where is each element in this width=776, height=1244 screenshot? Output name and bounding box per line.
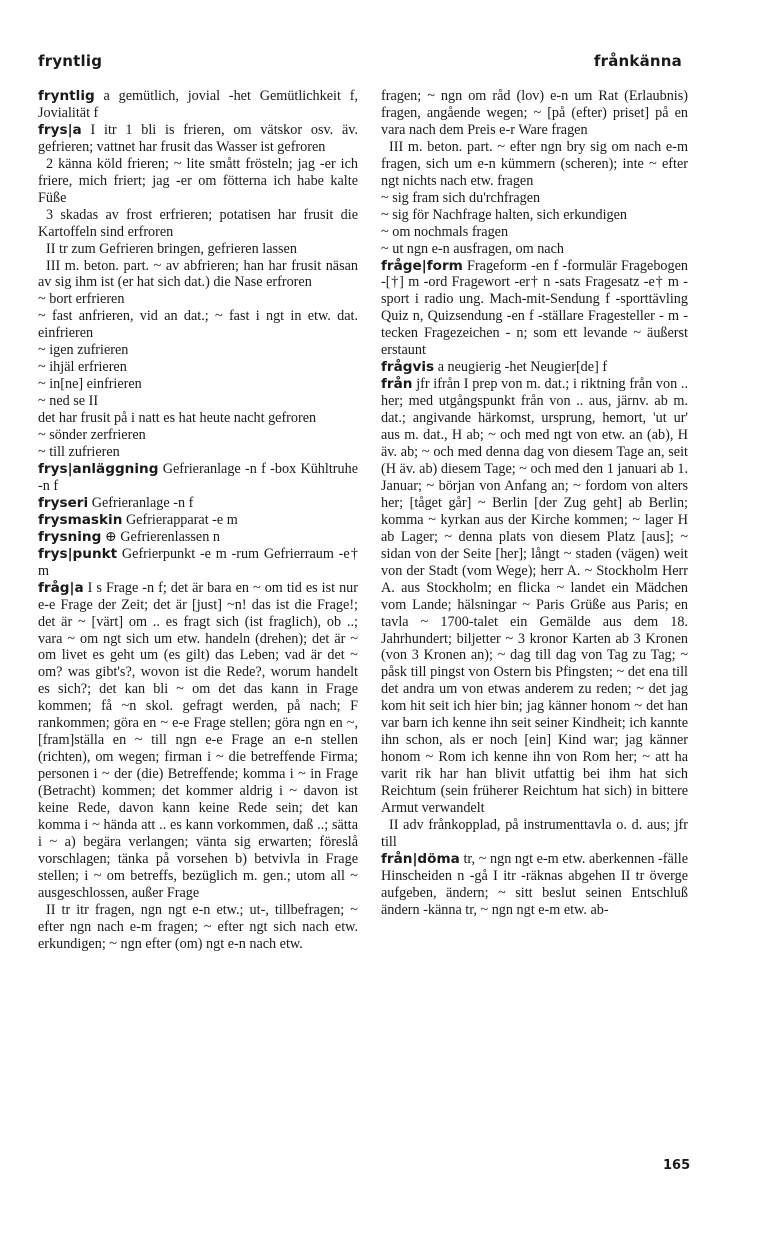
entry-text: ~ ned se II (38, 393, 99, 410)
dictionary-entry (381, 359, 688, 376)
headword: fråg|a (38, 579, 84, 596)
dictionary-entry (38, 376, 358, 393)
dictionary-entry (38, 461, 358, 495)
entry-text: Gefrierapparat -e m (122, 511, 238, 528)
headword: fråge|form (381, 257, 463, 274)
dictionary-entry (381, 190, 688, 207)
headword: frysmaskin (38, 511, 123, 528)
dictionary-entry (38, 342, 358, 359)
right-column (381, 88, 688, 919)
dictionary-entry (38, 359, 358, 376)
headword: från|döma (381, 850, 460, 867)
entry-text: ~ sönder zerfrieren (38, 427, 146, 444)
entry-text: ~ till zufrieren (38, 444, 120, 461)
entry-text: Gefrierpunkt -e m -rum Gefrierraum -e† m (38, 545, 358, 579)
entry-text: ~ ihjäl erfrieren (38, 359, 127, 376)
entry-text: II tr itr fragen, ngn ngt e-n etw.; ut-, tillbefragen; ~ efter ngn nach e-m fragen; ~ efter ngt sich nach etw. erkundigen; ~ ngn efter (om) ngt e-n nach etw. (38, 901, 358, 952)
entry-text: II adv frånkopplad, på instrumenttavla o. d. aus; jfr till (381, 816, 688, 850)
dictionary-entry (38, 427, 358, 444)
entry-text: ~ sig för Nachfrage halten, sich erkundigen (381, 206, 628, 223)
headword: frys|a (38, 121, 82, 138)
entry-text: fragen; ~ ngn om råd (lov) e-n um Rat (Erlaubnis) fragen, angående wegen; ~ [på (efter) priset] på en vara nach dem Preis e-r Ware fragen (381, 88, 688, 138)
entry-text: a neugierig -het Neugier[de] f (434, 359, 608, 376)
entry-text: I s Frage -n f; det är bara en ~ om tid es ist nur e-e Frage der Zeit; det är [just] ~n! das ist die Frage!; det är ~ [värt] om .. es fragt sich (ist fraglich), ob ..; vara ~ om ngt sich um etw. handeln (drehen); det är ~ om livet es geht um (es gilt) das Leben; vad är det ~ om? was gibt's?, wovon ist die Rede?, worum handelt es sich?; det kan bli ~ om det das kann in Frage kommen; få ~n skol. gefragt werden, på nach; F rankommen; göra en ~ e-e Frage stellen; göra ngn en ~, [fram]ställa en ~ till ngn e-e Frage an e-n stellen (richten), om wegen; firman i ~ die betreffende Firma; personen i ~ der (die) Betreffende; komma i ~ in Frage (Betracht) kommen; det kommer aldrig i ~ davon ist keine Rede, davon kann keine Rede sein; det kan komma i ~ hända att .. es kann vorkommen, daß ..; sätta i ~ a) begära verlangen; vänta sig erwarten; föreslå vorschlagen; tänka på vorsehen b) betvivla in Frage stellen; i ~ om betreffs, bezüglich m. gen.; utom all ~ ausgeschlossen, außer Frage (38, 579, 358, 901)
dictionary-entry (381, 851, 688, 919)
dictionary-entry (381, 241, 688, 258)
dictionary-entry (38, 156, 358, 207)
dictionary-entry (38, 580, 358, 902)
entry-text: a gemütlich, jovial -het Gemütlichkeit f, Jovialität f (38, 88, 358, 121)
entry-text: Gefrieranlage -n f (88, 494, 194, 511)
entry-text: ~ igen zufrieren (38, 342, 129, 359)
dictionary-entry (38, 88, 358, 122)
entry-text: ~ in[ne] einfrieren (38, 376, 142, 393)
entry-text: ~ sig fram sich du'rchfragen (381, 189, 541, 206)
entry-text: ~ fast anfrieren, vid an dat.; ~ fast i ngt in etw. dat. einfrieren (38, 308, 358, 342)
dictionary-entry (38, 207, 358, 241)
dictionary-entry (38, 308, 358, 342)
entry-text: II tr zum Gefrieren bringen, gefrieren lassen (46, 240, 297, 257)
dictionary-entry (381, 88, 688, 139)
headword: från (381, 376, 413, 393)
dictionary-entry (381, 207, 688, 224)
entry-text: Frageform -en f -formulär Fragebogen -[†] m -ord Fragewort -er† n -sats Fragesatz -e† m -sport i radio ung. Mach-mit-Sendung f -sporttävling Quiz n, Quizsendung -en f -ställare Fragesteller - m -tecken Fragezeichen - n; som ett levande ~ äußerst erstaunt (381, 257, 688, 359)
headword: frysning (38, 528, 102, 545)
headword: fryntlig (38, 88, 95, 104)
dictionary-entry (38, 902, 358, 953)
dictionary-entry (38, 529, 358, 546)
guide-word-right: frånkänna (593, 52, 682, 70)
dictionary-entry (38, 444, 358, 461)
entry-text: I itr 1 bli is frieren, om vätskor osv. äv. gefrieren; vattnet har frusit das Wasser ist gefroren (38, 121, 358, 155)
left-column (38, 88, 358, 953)
dictionary-entry (38, 122, 358, 156)
headword: frågvis (381, 359, 435, 376)
headword: frys|punkt (38, 545, 118, 562)
entry-text: det har frusit på i natt es hat heute nacht gefroren (38, 410, 317, 427)
dictionary-entry (38, 258, 358, 292)
headword: fryseri (38, 494, 89, 511)
dictionary-entry (38, 495, 358, 512)
page-number: 165 (663, 1158, 691, 1173)
entry-text: ~ ut ngn e-n ausfragen, om nach (381, 240, 564, 257)
dictionary-entry (381, 817, 688, 851)
entry-text: Gefrieranlage -n f -box Kühltruhe -n f (38, 460, 358, 494)
entry-text: ~ bort erfrieren (38, 291, 125, 308)
entry-text: 2 känna köld frieren; ~ lite smått frösteln; jag -er ich friere, mich friert; jag -er om fötterna ich habe kalte Füße (38, 155, 358, 206)
dictionary-entry (381, 258, 688, 360)
dictionary-entry (38, 241, 358, 258)
dictionary-entry (38, 546, 358, 580)
entry-text: jfr ifrån I prep von m. dat.; i riktning från von .. her; med utgångspunkt från von .. aus, järnv. ab m. dat.; angivande härkomst, ursprung, hemort, 'ut ur' aus m. dat., H ab; ~ och med ngt von etw. an (ab), H äv. ab; ~ och med denna dag von diesem Tage an, seit (H äv. ab) diesem Tage; ~ och med den 1 januari ab 1. Januar; ~ början von Anfang an; ~ fordom von alters her; [tåget går] ~ Berlin [der Zug geht] ab Berlin; komma ~ kyrkan aus der Kirche kommen; ~ lager H ab Lager; ~ denna plats von diesem Platz [aus]; ~ sidan von der Seite [her]; långt ~ staden (vägen) weit von der Stadt (vom Wege); herr A. ~ Stockholm Herr A. aus Stockholm; en flicka ~ landet ein Mädchen vom Lande; hälsningar ~ Paris Grüße aus Paris; en tavla ~ 1700-talet ein Gemälde aus dem 18. Jahrhundert; biljetter ~ 3 kronor Karten ab 3 Kronen (von 3 Kronen an); ~ dag till dag von Tag zu Tag; ~ påsk till pingst von Ostern bis Pfingsten; ~ det ena till det andra um von etwas anderem zu reden; ~ det jag kom hit seit ich hier bin; jag känner honom ~ det han var barn ich kenne ihn seit seiner Kindheit; ich kannte ihn schon, als er noch [ein] Kind war; jag känner honom ~ Rom ich kenne ihn von Rom her; ~ att ha varit rik har han blivit utfattig bei ihm hat sich Reichtum (sein früherer Reichtum hat sich) in bittere Armut verwandelt (381, 376, 688, 817)
dictionary-entry (38, 512, 358, 529)
dictionary-entry (381, 224, 688, 241)
entry-text: tr, ~ ngn ngt e-m etw. aberkennen -fälle Hinscheiden n -gå I itr -räknas abgehen II tr överge aufgeben, ändern; ~ sitt beslut seinen Entschluß ändern -känna tr, ~ ngn ngt e-m etw. ab- (381, 850, 688, 918)
dictionary-entry (381, 376, 688, 817)
entry-text: ⊕ Gefrierenlassen n (101, 528, 220, 545)
entry-text: III m. beton. part. ~ av abfrieren; han har frusit näsan av sig ihm ist (er hat sich dat.) die Nase erfroren (38, 257, 358, 291)
dictionary-entry (381, 139, 688, 190)
guide-word-left: fryntlig (38, 52, 103, 70)
entry-text: ~ om nochmals fragen (381, 223, 509, 240)
headword: frys|anläggning (38, 460, 159, 477)
dictionary-entry (38, 410, 358, 427)
entry-text: 3 skadas av frost erfrieren; potatisen har frusit die Kartoffeln sind erfroren (38, 206, 358, 240)
dictionary-entry (38, 291, 358, 308)
entry-text: III m. beton. part. ~ efter ngn bry sig om nach e-m fragen, sich um e-n kümmern (scheren); inte ~ efter ngt nichts nach etw. fragen (381, 138, 688, 189)
dictionary-entry (38, 393, 358, 410)
